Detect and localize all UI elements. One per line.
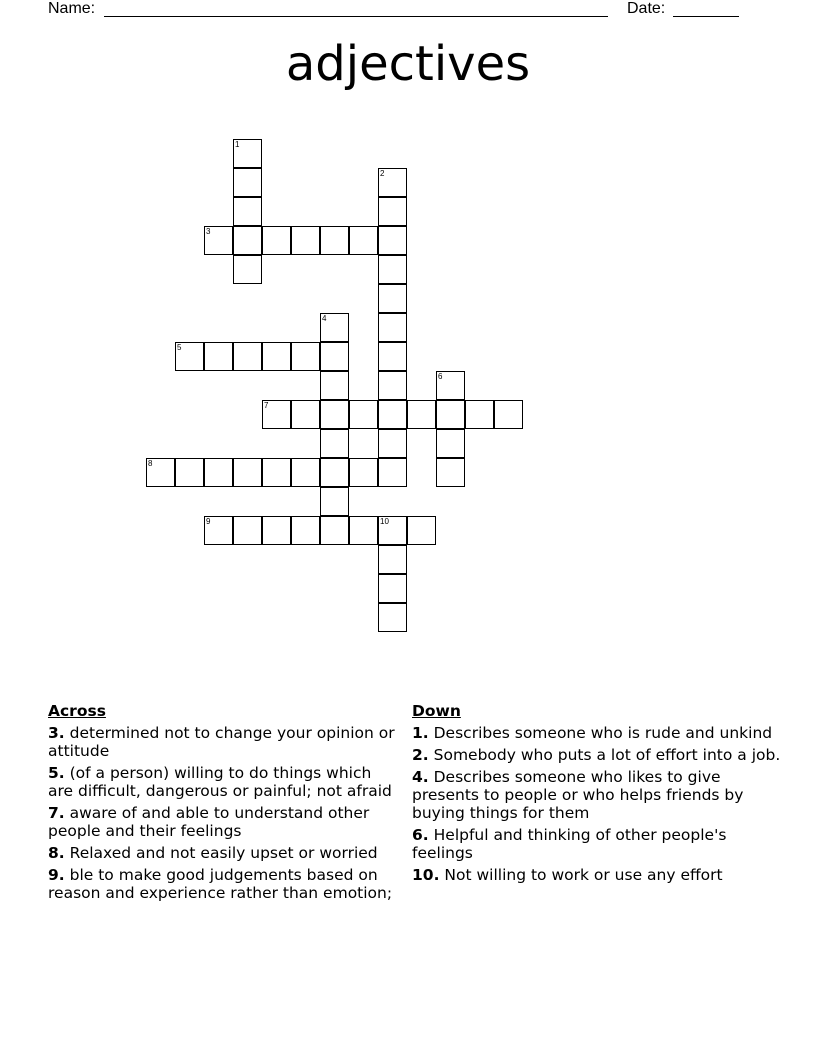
crossword-cell[interactable] [465, 400, 494, 429]
crossword-cell[interactable] [320, 371, 349, 400]
across-clue-7 [48, 804, 398, 840]
clue-number: 6. [412, 826, 429, 844]
cell-number: 9 [206, 517, 211, 526]
clue-number: 5. [48, 764, 65, 782]
clue-number: 9. [48, 866, 65, 884]
crossword-cell[interactable] [436, 429, 465, 458]
crossword-cell[interactable] [378, 516, 407, 545]
clue-text: Describes someone who is rude and unkind [433, 724, 773, 742]
name-label: Name: [48, 0, 96, 17]
crossword-cell[interactable] [291, 516, 320, 545]
clue-number: 7. [48, 804, 65, 822]
clue-text: Helpful and thinking of other people's feelings [412, 826, 727, 862]
crossword-cell[interactable] [233, 342, 262, 371]
cell-number: 2 [380, 169, 385, 178]
crossword-cell[interactable] [175, 342, 204, 371]
clue-text: aware of and able to understand other people and their feelings [48, 804, 370, 840]
across-heading: Across [48, 702, 106, 720]
clue-text: ble to make good judgements based on reason and experience rather than emotion; [48, 866, 393, 902]
cell-number: 3 [206, 227, 211, 236]
crossword-cell[interactable] [233, 139, 262, 168]
cell-number: 6 [438, 372, 443, 381]
crossword-cell[interactable] [291, 226, 320, 255]
crossword-cell[interactable] [349, 458, 378, 487]
clue-number: 3. [48, 724, 65, 742]
crossword-cell[interactable] [320, 487, 349, 516]
cell-number: 10 [380, 517, 389, 526]
crossword-cell[interactable] [262, 400, 291, 429]
crossword-cell[interactable] [378, 429, 407, 458]
down-clue-4 [412, 768, 782, 822]
crossword-cell[interactable] [233, 516, 262, 545]
clue-text: Not willing to work or use any effort [444, 866, 723, 884]
crossword-cell[interactable] [320, 458, 349, 487]
down-heading: Down [412, 702, 461, 720]
crossword-cell[interactable] [233, 255, 262, 284]
across-clue-9 [48, 866, 398, 902]
crossword-cell[interactable] [378, 371, 407, 400]
crossword-cell[interactable] [378, 313, 407, 342]
down-clue-2 [412, 746, 782, 764]
clue-number: 4. [412, 768, 429, 786]
across-clue-8 [48, 844, 398, 862]
crossword-cell[interactable] [407, 400, 436, 429]
cell-number: 8 [148, 459, 153, 468]
cell-number: 1 [235, 140, 240, 149]
crossword-cell[interactable] [378, 400, 407, 429]
crossword-cell[interactable] [262, 226, 291, 255]
clue-number: 1. [412, 724, 429, 742]
crossword-cell[interactable] [291, 342, 320, 371]
crossword-cell[interactable] [291, 400, 320, 429]
crossword-cell[interactable] [262, 516, 291, 545]
crossword-cell[interactable] [436, 371, 465, 400]
crossword-cell[interactable] [204, 516, 233, 545]
crossword-cell[interactable] [204, 342, 233, 371]
crossword-cell[interactable] [436, 400, 465, 429]
clue-number: 10. [412, 866, 440, 884]
crossword-cell[interactable] [320, 429, 349, 458]
crossword-cell[interactable] [204, 458, 233, 487]
crossword-cell[interactable] [320, 226, 349, 255]
crossword-cell[interactable] [349, 516, 378, 545]
clue-text: Somebody who puts a lot of effort into a job. [433, 746, 781, 764]
crossword-cell[interactable] [378, 342, 407, 371]
clue-text: determined not to change your opinion or attitude [48, 724, 395, 760]
cell-number: 4 [322, 314, 327, 323]
crossword-cell[interactable] [175, 458, 204, 487]
crossword-cell[interactable] [378, 574, 407, 603]
crossword-cell[interactable] [378, 168, 407, 197]
across-clues [48, 702, 398, 906]
clue-number: 2. [412, 746, 429, 764]
crossword-cell[interactable] [262, 342, 291, 371]
crossword-cell[interactable] [378, 226, 407, 255]
crossword-cell[interactable] [320, 400, 349, 429]
down-clues [412, 702, 782, 888]
date-label: Date: [627, 0, 666, 17]
crossword-cell[interactable] [262, 458, 291, 487]
crossword-cell[interactable] [494, 400, 523, 429]
clue-text: (of a person) willing to do things which are difficult, dangerous or painful; not afraid [48, 764, 392, 800]
crossword-cell[interactable] [291, 458, 320, 487]
crossword-cell[interactable] [378, 458, 407, 487]
down-clue-6 [412, 826, 782, 862]
crossword-cell[interactable] [378, 284, 407, 313]
crossword-cell[interactable] [349, 226, 378, 255]
crossword-cell[interactable] [378, 545, 407, 574]
crossword-cell[interactable] [378, 603, 407, 632]
crossword-cell[interactable] [233, 197, 262, 226]
clue-number: 8. [48, 844, 65, 862]
crossword-cell[interactable] [378, 197, 407, 226]
crossword-cell[interactable] [320, 342, 349, 371]
crossword-cell[interactable] [204, 226, 233, 255]
crossword-cell[interactable] [233, 226, 262, 255]
crossword-cell[interactable] [320, 313, 349, 342]
crossword-cell[interactable] [349, 400, 378, 429]
across-clue-3 [48, 724, 398, 760]
clue-text: Describes someone who likes to give presents to people or who helps friends by buying things for them [412, 768, 744, 822]
crossword-cell[interactable] [233, 458, 262, 487]
crossword-cell[interactable] [320, 516, 349, 545]
crossword-cell[interactable] [233, 168, 262, 197]
crossword-cell[interactable] [146, 458, 175, 487]
clue-text: Relaxed and not easily upset or worried [69, 844, 378, 862]
crossword-cell[interactable] [407, 516, 436, 545]
down-clue-1 [412, 724, 782, 742]
down-clue-10 [412, 866, 782, 884]
cell-number: 5 [177, 343, 182, 352]
crossword-cell[interactable] [378, 255, 407, 284]
page-title: adjectives [285, 36, 531, 92]
across-clue-5 [48, 764, 398, 800]
cell-number: 7 [264, 401, 269, 410]
crossword-cell[interactable] [436, 458, 465, 487]
